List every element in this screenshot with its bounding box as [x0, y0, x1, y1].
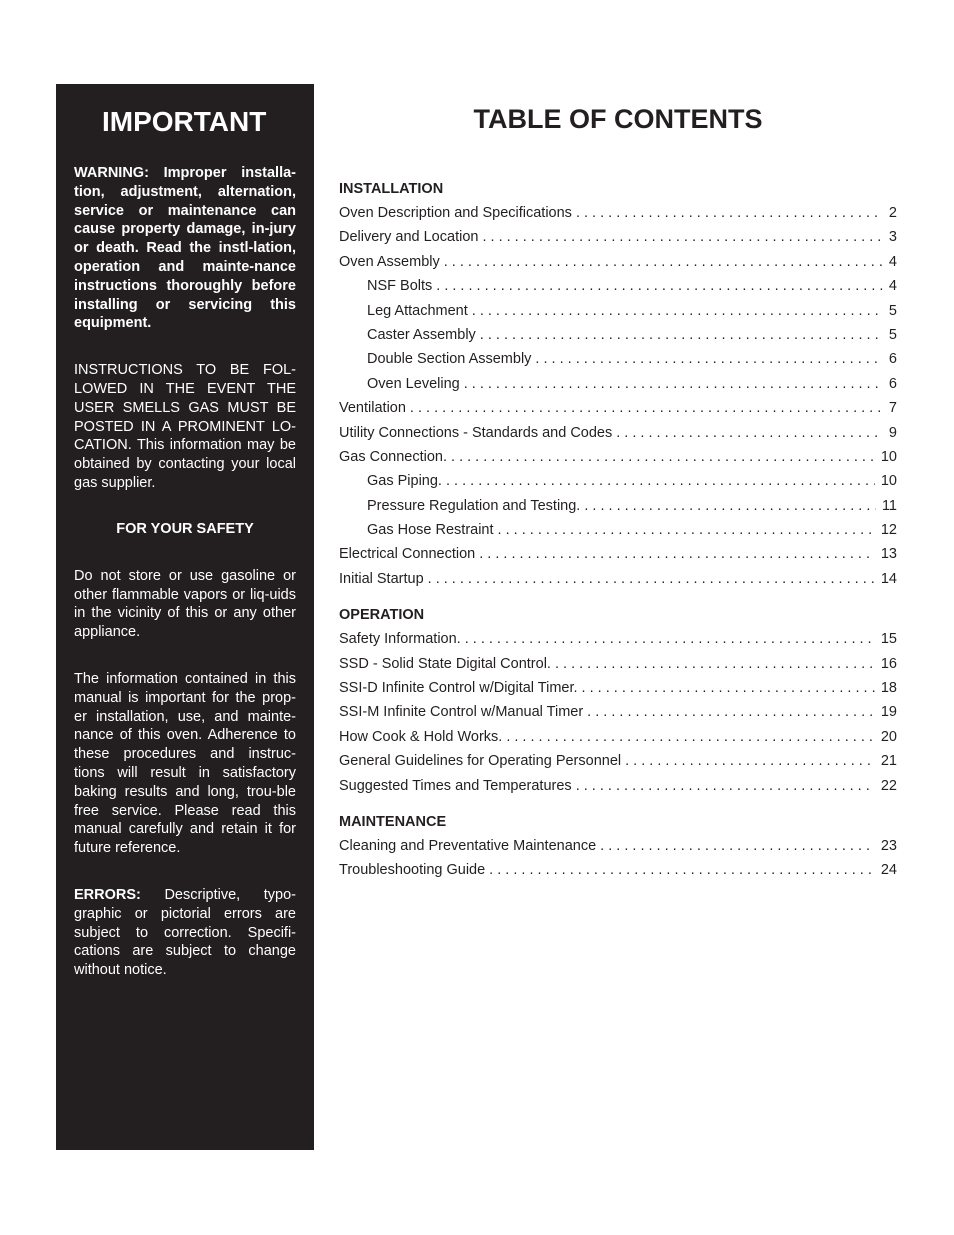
- toc-entry: [339, 225, 897, 249]
- toc-entry-label: Utility Connections - Standards and Codes: [339, 424, 613, 441]
- toc-entry-label: Cleaning and Preventative Maintenance: [339, 837, 597, 854]
- toc-entry-page: 16: [880, 655, 897, 672]
- toc-leader-dots: [446, 469, 875, 493]
- important-sidebar: [56, 84, 314, 1150]
- toc-leader-dots: [506, 725, 875, 749]
- toc-entry: [339, 774, 897, 798]
- toc-leader-dots: [584, 494, 876, 518]
- toc-entry: [339, 676, 897, 700]
- toc-entry-page: 19: [880, 704, 897, 721]
- toc-entry-page: 14: [880, 570, 897, 587]
- sidebar-title: IMPORTANT: [102, 106, 267, 137]
- toc-entry-page: 23: [880, 837, 897, 854]
- toc-entry-label: Electrical Connection: [339, 546, 476, 563]
- toc-entry: [339, 201, 897, 225]
- toc-entry: [339, 421, 897, 445]
- toc-entry-label: Oven Leveling: [367, 375, 460, 392]
- toc-entry-label: Ventilation: [339, 400, 406, 417]
- toc-leader-dots: [444, 250, 883, 274]
- toc-entry: [339, 274, 897, 298]
- toc-entry-label: Gas Connection.: [339, 448, 448, 465]
- toc-leader-dots: [587, 700, 875, 724]
- toc-entry: [339, 445, 897, 469]
- manual-info-text: The information contained in this manual is important for the prop-er installation, use, and mainte-nance of this oven. Adherence to these procedures and instruc-tions will result in satisfactory baking results and long, trou-ble free service. Please read this manual carefully and retain it for future reference.: [74, 670, 296, 857]
- toc-entry-label: Gas Piping.: [367, 473, 442, 490]
- toc-entry-label: SSI-M Infinite Control w/Manual Timer: [339, 704, 584, 721]
- toc-entry-page: 5: [888, 326, 897, 343]
- toc-entry-page: 22: [880, 777, 897, 794]
- toc-entry-page: 11: [881, 497, 897, 514]
- gas-instructions-text: INSTRUCTIONS TO BE FOL-LOWED IN THE EVENT THE USER SMELLS GAS MUST BE POSTED IN A PROMINENT LO-CATION. This information may be obtained by contacting your local gas supplier.: [74, 362, 296, 491]
- toc-leader-dots: [465, 627, 875, 651]
- toc-entry: [339, 652, 897, 676]
- toc-leader-dots: [480, 323, 883, 347]
- toc-entry-label: Oven Description and Specifications: [339, 205, 572, 221]
- toc-leader-dots: [600, 834, 875, 858]
- toc-leader-dots: [489, 858, 875, 882]
- toc-entry-label: Safety Information.: [339, 631, 461, 648]
- toc-section-heading: OPERATION: [339, 607, 425, 624]
- toc-entry: [339, 469, 897, 493]
- toc-leader-dots: [428, 567, 875, 591]
- toc-entry-page: 18: [880, 680, 897, 697]
- toc-entry-page: 3: [888, 229, 897, 246]
- toc-entry: [339, 396, 897, 420]
- toc-entry: [339, 518, 897, 542]
- toc-entry-label: Delivery and Location: [339, 229, 479, 246]
- toc-entry-label: General Guidelines for Operating Personnel: [339, 753, 622, 770]
- warning-text: WARNING: Improper installa-tion, adjustment, alternation, service or maintenance can cause property damage, in-jury or death. Read the instl-lation, operation and mainte-nance instructions thoroughly before installing or servicing this equipment.: [74, 165, 296, 332]
- toc-entry: [339, 834, 897, 858]
- toc-entry-page: 6: [888, 351, 897, 368]
- toc-entry-page: 9: [888, 424, 897, 441]
- toc-leader-dots: [625, 749, 875, 773]
- toc-entry: [339, 749, 897, 773]
- toc-leader-dots: [576, 774, 875, 798]
- toc-entry-label: Suggested Times and Temperatures: [339, 777, 572, 794]
- toc-entry: [339, 725, 897, 749]
- toc-entry-label: Caster Assembly: [367, 326, 476, 343]
- toc-entry-label: How Cook & Hold Works.: [339, 728, 503, 745]
- toc-leader-dots: [498, 518, 875, 542]
- toc-entry-label: Initial Startup: [339, 570, 424, 587]
- toc-entry-label: SSI-D Infinite Control w/Digital Timer.: [339, 680, 578, 697]
- toc-entry-page: 12: [880, 522, 897, 539]
- toc-entry: [339, 542, 897, 566]
- toc-leader-dots: [410, 396, 883, 420]
- toc-entry: [339, 700, 897, 724]
- toc-entry-page: 4: [888, 278, 897, 295]
- toc-leader-dots: [436, 274, 883, 298]
- toc-entry: [339, 299, 897, 323]
- safety-text: Do not store or use gasoline or other flammable vapors or liq-uids in the vicinity of this or any other appliance.: [74, 567, 296, 641]
- toc-entry-page: 10: [880, 473, 897, 490]
- toc-leader-dots: [535, 347, 883, 371]
- toc-leader-dots: [472, 299, 883, 323]
- toc-entry: [339, 567, 897, 591]
- toc-leader-dots: [464, 372, 883, 396]
- toc-entry: [339, 372, 897, 396]
- toc-entry-label: Leg Attachment: [367, 302, 468, 319]
- toc-section: [339, 603, 897, 798]
- toc-entry-page: 4: [888, 253, 897, 270]
- table-of-contents: [339, 104, 897, 895]
- toc-entry-label: NSF Bolts: [367, 278, 433, 295]
- toc-leader-dots: [616, 421, 883, 445]
- toc-leader-dots: [482, 225, 882, 249]
- toc-sections: [339, 177, 897, 883]
- errors-text: Descriptive, typo-graphic or pictorial errors are subject to correction. Specifi-cations are subject to change without notice.: [74, 886, 296, 979]
- toc-entry-page: 2: [888, 205, 897, 221]
- toc-entry-page: 5: [888, 302, 897, 319]
- toc-entry-label: Double Section Assembly: [367, 351, 532, 368]
- toc-section: [339, 810, 897, 883]
- toc-entry: [339, 347, 897, 371]
- toc-entry: [339, 858, 897, 882]
- toc-section-heading: MAINTENANCE: [339, 813, 447, 830]
- toc-entry-label: Pressure Regulation and Testing.: [367, 497, 581, 514]
- toc-entry: [339, 250, 897, 274]
- toc-entry-label: Gas Hose Restraint: [367, 522, 494, 539]
- toc-leader-dots: [451, 445, 875, 469]
- toc-entry-page: 10: [880, 448, 897, 465]
- toc-leader-dots: [555, 652, 875, 676]
- toc-entry-label: Troubleshooting Guide: [339, 862, 486, 879]
- errors-label: ERRORS:: [74, 886, 141, 903]
- toc-entry-label: Oven Assembly: [339, 253, 440, 270]
- toc-entry: [339, 323, 897, 347]
- toc-entry-label: SSD - Solid State Digital Control.: [339, 655, 551, 672]
- safety-heading: FOR YOUR SAFETY: [116, 520, 254, 537]
- toc-leader-dots: [582, 676, 875, 700]
- toc-leader-dots: [479, 542, 875, 566]
- toc-entry-page: 20: [880, 728, 897, 745]
- toc-entry: [339, 627, 897, 651]
- toc-leader-dots: [576, 201, 883, 225]
- toc-title: TABLE OF CONTENTS: [473, 104, 763, 134]
- toc-entry-page: 21: [880, 753, 897, 770]
- toc-entry-page: 13: [880, 546, 897, 563]
- errors-paragraph: [74, 886, 296, 980]
- toc-entry: [339, 494, 897, 518]
- toc-section-heading: INSTALLATION: [339, 181, 444, 197]
- toc-section: [339, 177, 897, 591]
- toc-entry-page: 24: [880, 862, 897, 879]
- toc-entry-page: 15: [880, 631, 897, 648]
- toc-entry-page: 7: [888, 400, 897, 417]
- toc-entry-page: 6: [888, 375, 897, 392]
